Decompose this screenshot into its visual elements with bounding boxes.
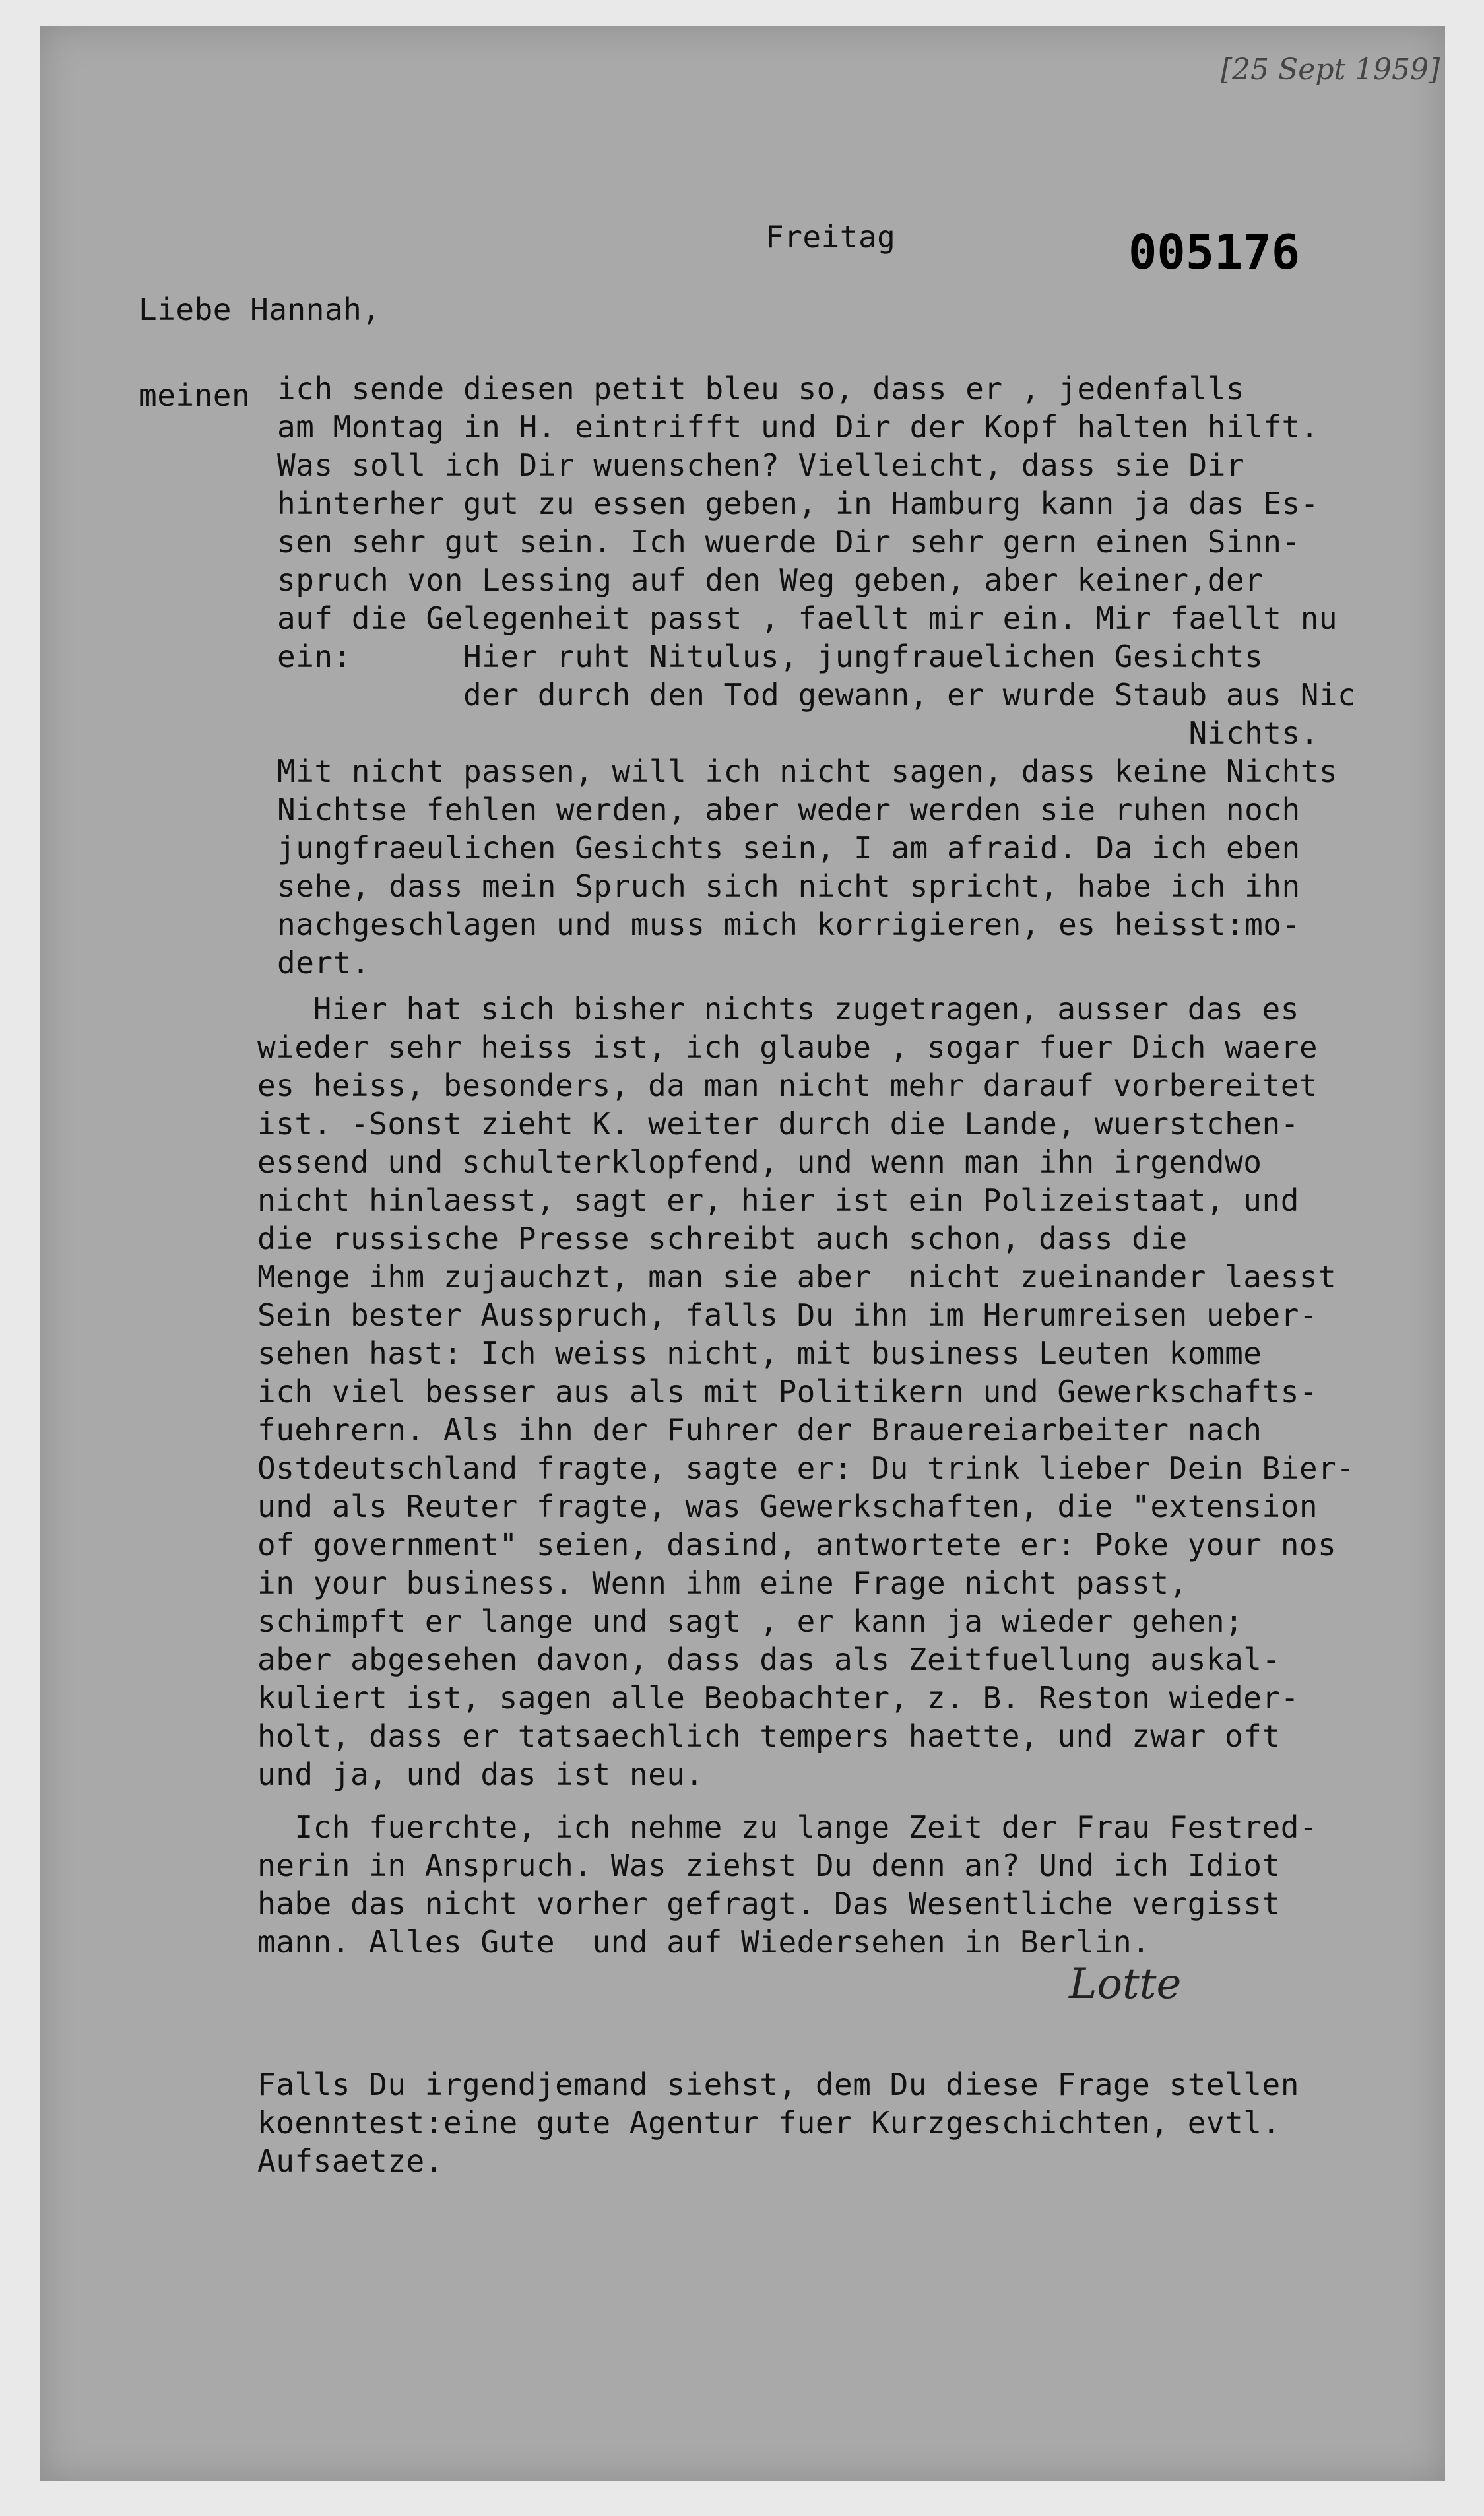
text-line: Ostdeutschland fragte, sagte er: Du trink lieber Dein Bier-: [257, 1450, 1355, 1486]
text-line: mann. Alles Gute und auf Wiedersehen in Berlin.: [257, 1924, 1151, 1960]
text-line: Aufsaetze.: [257, 2143, 443, 2179]
text-line: jungfraeulichen Gesichts sein, I am afraid. Da ich eben: [277, 830, 1301, 866]
text-line: habe das nicht vorher gefragt. Das Wesentliche vergisst: [257, 1886, 1281, 1921]
text-line: auf die Gelegenheit passt , faellt mir ein. Mir faellt nu: [277, 600, 1338, 636]
text-line: Sein bester Ausspruch, falls Du ihn im Herumreisen ueber-: [257, 1297, 1318, 1333]
text-line: es heiss, besonders, da man nicht mehr darauf vorbereitet: [257, 1068, 1318, 1103]
text-line: nicht hinlaesst, sagt er, hier ist ein Polizeistaat, und: [257, 1182, 1299, 1218]
text-line: aber abgesehen davon, dass das als Zeitfuellung auskal-: [257, 1642, 1281, 1677]
text-line: fuehrern. Als ihn der Fuhrer der Brauereiarbeiter nach: [257, 1412, 1262, 1448]
text-line: die russische Presse schreibt auch schon, dass die: [257, 1221, 1188, 1256]
letter-page: [40, 26, 1445, 2481]
text-line: und ja, und das ist neu.: [257, 1757, 704, 1792]
text-line: holt, dass er tatsaechlich tempers haette, und zwar oft: [257, 1718, 1281, 1754]
text-line: Nichts.: [277, 715, 1319, 751]
text-line: wieder sehr heiss ist, ich glaube , sogar fuer Dich waere: [257, 1029, 1318, 1065]
text-line: Mit nicht passen, will ich nicht sagen, dass keine Nichts: [277, 754, 1338, 789]
text-line: sehe, dass mein Spruch sich nicht spricht, habe ich ihn: [277, 868, 1301, 904]
text-line: am Montag in H. eintrifft und Dir der Kopf halten hilft.: [277, 409, 1319, 445]
letter-day: Freitag: [765, 219, 896, 255]
text-line: Menge ihm zujauchzt, man sie aber nicht zueinander laesst: [257, 1259, 1337, 1295]
text-line: of government" seien, dasind, antwortete er: Poke your nos: [257, 1527, 1337, 1563]
text-line: ich viel besser aus als mit Politikern und Gewerkschafts-: [257, 1374, 1318, 1409]
text-line: essend und schulterklopfend, und wenn man ihn irgendwo: [257, 1144, 1262, 1180]
text-line: kuliert ist, sagen alle Beobachter, z. B. Reston wieder-: [257, 1680, 1299, 1716]
archive-date-annotation: [25 Sept 1959]: [1221, 53, 1440, 86]
text-line: koenntest:eine gute Agentur fuer Kurzgeschichten, evtl.: [257, 2105, 1281, 2141]
text-line: der durch den Tod gewann, er wurde Staub aus Nic: [277, 677, 1357, 713]
margin-insert: meinen: [139, 377, 251, 413]
text-line: hinterher gut zu essen geben, in Hamburg kann ja das Es-: [277, 486, 1319, 521]
text-line: Falls Du irgendjemand siehst, dem Du diese Frage stellen: [257, 2067, 1299, 2102]
text-line: spruch von Lessing auf den Weg geben, aber keiner,der: [277, 562, 1264, 598]
text-line: Was soll ich Dir wuenschen? Vielleicht, dass sie Dir: [277, 447, 1245, 483]
text-line: Nichtse fehlen werden, aber weder werden sie ruhen noch: [277, 792, 1301, 827]
document-number: 005176: [1128, 224, 1301, 280]
text-line: und als Reuter fragte, was Gewerkschaften, die "extension: [257, 1489, 1318, 1524]
salutation: Liebe Hannah,: [139, 292, 381, 327]
text-line: in your business. Wenn ihm eine Frage nicht passt,: [257, 1565, 1188, 1601]
text-line: schimpft er lange und sagt , er kann ja wieder gehen;: [257, 1603, 1244, 1639]
text-line: nachgeschlagen und muss mich korrigieren, es heisst:mo-: [277, 907, 1301, 942]
text-line: dert.: [277, 945, 370, 981]
text-line: sehen hast: Ich weiss nicht, mit business Leuten komme: [257, 1336, 1262, 1371]
text-line: ein: Hier ruht Nitulus, jungfrauelichen Gesichts: [277, 639, 1264, 674]
text-line: nerin in Anspruch. Was ziehst Du denn an? Und ich Idiot: [257, 1848, 1281, 1883]
text-line: sen sehr gut sein. Ich wuerde Dir sehr gern einen Sinn-: [277, 524, 1301, 560]
signature: Lotte: [1069, 1960, 1182, 2009]
text-line: Hier hat sich bisher nichts zugetragen, ausser das es: [257, 991, 1299, 1027]
text-line: ich sende diesen petit bleu so, dass er , jedenfalls: [277, 371, 1245, 406]
text-line: Ich fuerchte, ich nehme zu lange Zeit der Frau Festred-: [257, 1809, 1318, 1845]
text-line: ist. -Sonst zieht K. weiter durch die Lande, wuerstchen-: [257, 1106, 1299, 1142]
